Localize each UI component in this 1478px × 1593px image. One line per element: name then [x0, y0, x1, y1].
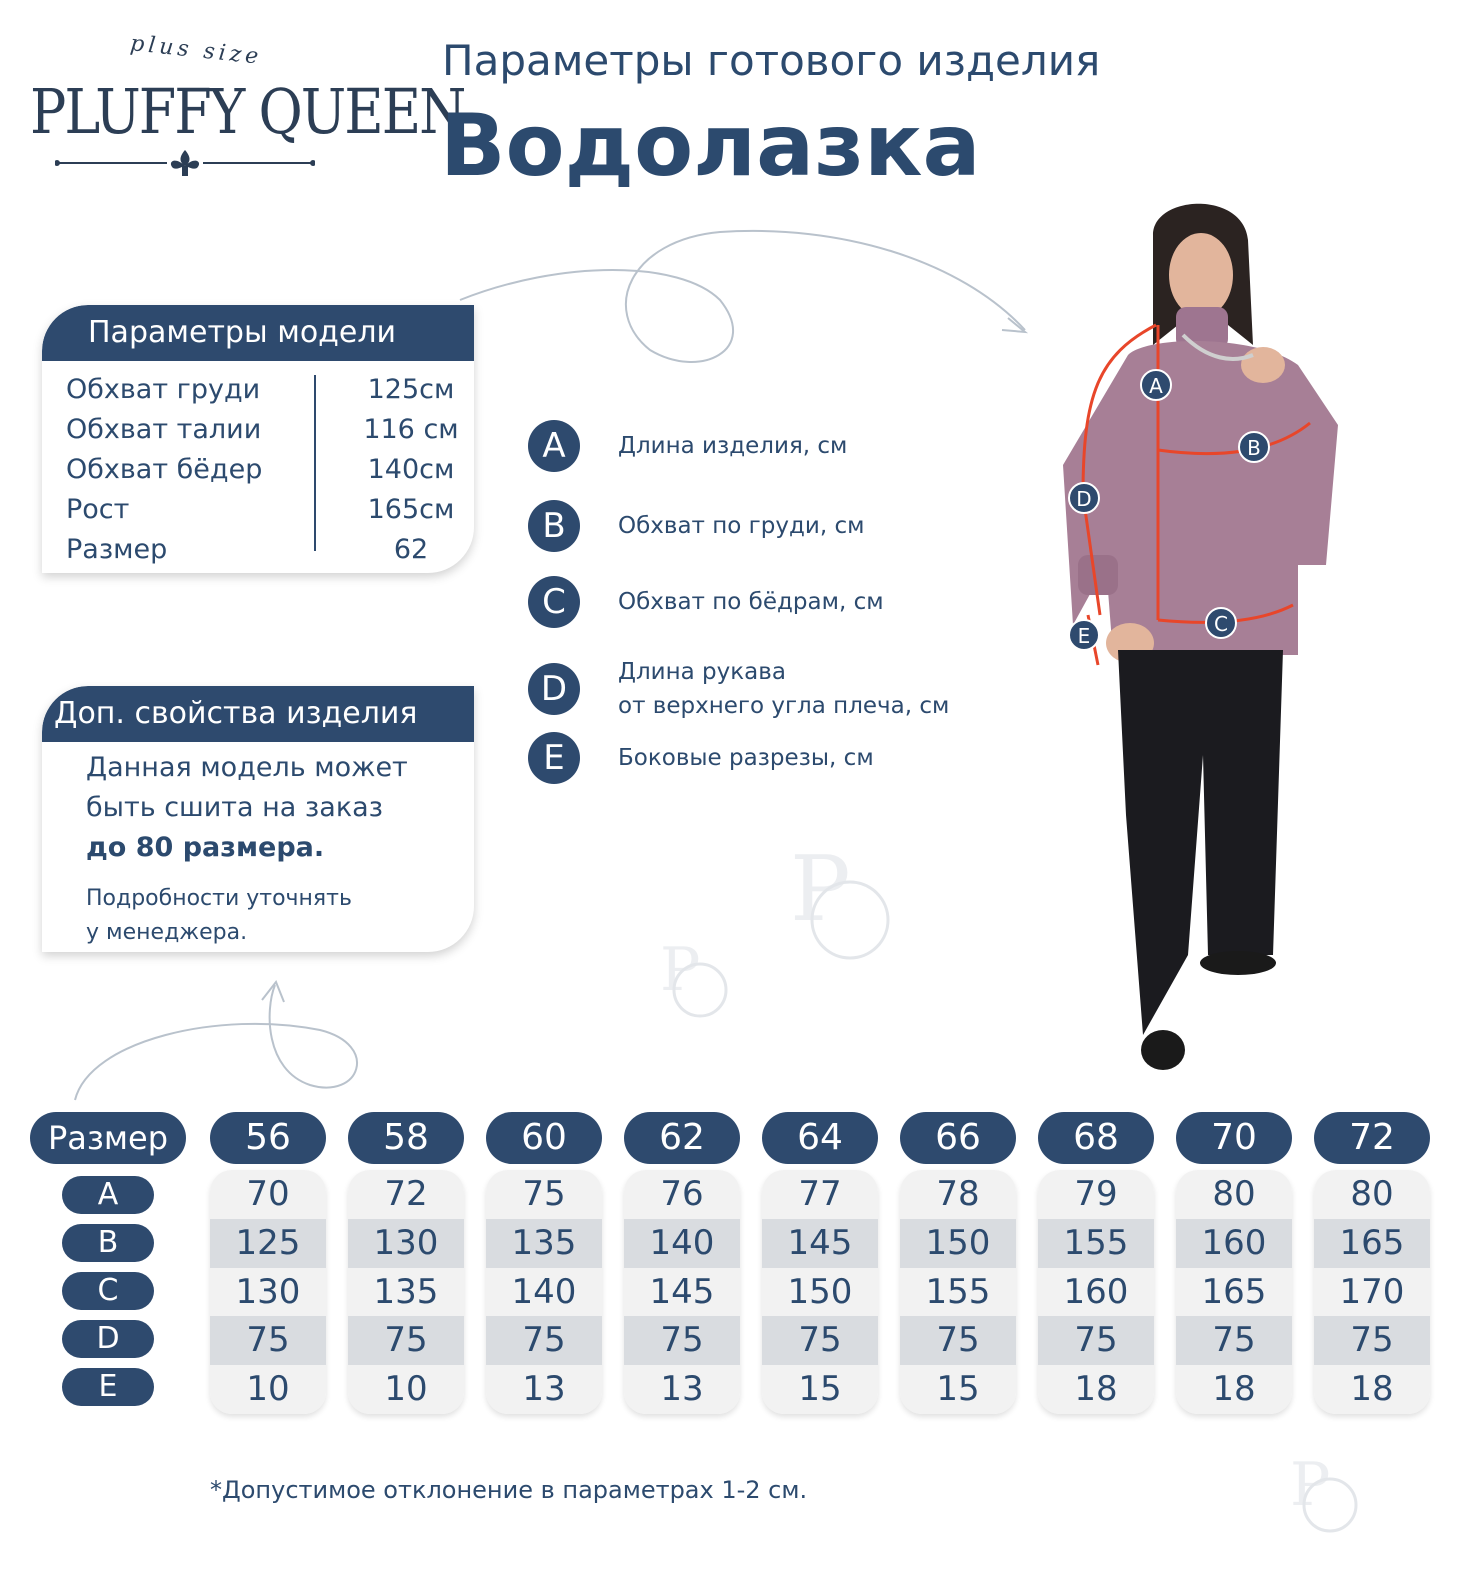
size-cell: 78 — [900, 1170, 1016, 1219]
brand-logo — [30, 30, 465, 190]
size-cell: 75 — [900, 1316, 1016, 1365]
legend-item — [528, 420, 847, 472]
size-cell: 15 — [900, 1365, 1016, 1414]
model-param-row — [66, 409, 474, 449]
legend-text: Боковые разрезы, см — [618, 745, 874, 771]
row-label: E — [62, 1368, 154, 1406]
size-cell: 135 — [486, 1219, 602, 1268]
size-cell: 18 — [1176, 1365, 1292, 1414]
model-param-row — [66, 369, 474, 409]
size-column — [1314, 1170, 1430, 1414]
legend-item — [528, 500, 864, 552]
size-cell: 155 — [900, 1268, 1016, 1317]
size-column — [210, 1170, 326, 1414]
marker-b-label: B — [1247, 436, 1261, 460]
size-cell: 145 — [762, 1219, 878, 1268]
page-subtitle: Параметры готового изделия — [442, 36, 1101, 85]
model-params-card — [42, 305, 474, 573]
param-label: Обхват груди — [66, 373, 261, 405]
size-cell: 150 — [762, 1268, 878, 1317]
size-cell: 76 — [624, 1170, 740, 1219]
size-cell: 80 — [1176, 1170, 1292, 1219]
svg-text:P: P — [790, 837, 851, 942]
size-column — [1038, 1170, 1154, 1414]
size-cell: 75 — [762, 1316, 878, 1365]
param-value: 140см — [367, 453, 455, 485]
row-label: B — [62, 1224, 154, 1262]
footnote: *Допустимое отклонение в параметрах 1-2 см. — [210, 1476, 808, 1504]
legend-badge: D — [528, 663, 580, 715]
extra-properties-card — [42, 686, 474, 952]
marker-d-label: D — [1076, 487, 1092, 511]
extra-note — [86, 882, 454, 950]
pants — [1118, 650, 1283, 1035]
size-cell: 165 — [1314, 1219, 1430, 1268]
model-param-row — [66, 449, 474, 489]
size-cell: 140 — [486, 1268, 602, 1317]
size-column-header: 68 — [1038, 1112, 1154, 1164]
extra-line-bold: до 80 размера. — [86, 832, 325, 863]
size-column — [624, 1170, 740, 1414]
extra-properties-title: Доп. свойства изделия — [42, 686, 474, 742]
size-cell: 18 — [1314, 1365, 1430, 1414]
extra-note-line: у менеджера. — [86, 920, 248, 945]
param-label: Обхват бёдер — [66, 453, 263, 485]
size-column — [900, 1170, 1016, 1414]
size-cell: 10 — [210, 1365, 326, 1414]
size-cell: 13 — [624, 1365, 740, 1414]
size-cell: 70 — [210, 1170, 326, 1219]
size-cell: 75 — [486, 1170, 602, 1219]
size-column-header: 72 — [1314, 1112, 1430, 1164]
legend-text-line: Длина рукава — [618, 659, 786, 685]
row-label: C — [62, 1272, 154, 1310]
size-cell: 80 — [1314, 1170, 1430, 1219]
extra-line: быть сшита на заказ — [86, 792, 384, 823]
size-cell: 18 — [1038, 1365, 1154, 1414]
param-value: 116 см — [363, 413, 459, 445]
legend-item — [528, 576, 884, 628]
svg-text:P: P — [660, 935, 701, 1005]
marker-c-label: C — [1214, 612, 1228, 636]
size-cell: 15 — [762, 1365, 878, 1414]
size-cell: 77 — [762, 1170, 878, 1219]
model-param-row — [66, 529, 474, 569]
param-label: Обхват талии — [66, 413, 262, 445]
size-cell: 145 — [624, 1268, 740, 1317]
legend-item — [528, 655, 949, 723]
param-value: 165см — [367, 493, 455, 525]
size-cell: 72 — [348, 1170, 464, 1219]
legend-text: Обхват по груди, см — [618, 513, 865, 539]
size-column-header: 70 — [1176, 1112, 1292, 1164]
param-value: 125см — [367, 373, 455, 405]
size-column-header: 64 — [762, 1112, 878, 1164]
size-cell: 155 — [1038, 1219, 1154, 1268]
size-cell: 150 — [900, 1219, 1016, 1268]
size-cell: 130 — [348, 1219, 464, 1268]
size-column — [348, 1170, 464, 1414]
sweater — [1063, 341, 1338, 655]
size-cell: 170 — [1314, 1268, 1430, 1317]
size-cell: 79 — [1038, 1170, 1154, 1219]
size-cell: 160 — [1176, 1219, 1292, 1268]
size-cell: 75 — [486, 1316, 602, 1365]
size-column-header: 62 — [624, 1112, 740, 1164]
param-label: Размер — [66, 533, 168, 565]
size-column-header: 56 — [210, 1112, 326, 1164]
legend-item — [528, 732, 874, 784]
legend-text: Длина изделия, см — [618, 433, 848, 459]
legend-badge: B — [528, 500, 580, 552]
size-cell: 75 — [1314, 1316, 1430, 1365]
size-column-header: 60 — [486, 1112, 602, 1164]
size-cell: 75 — [624, 1316, 740, 1365]
size-cell: 130 — [210, 1268, 326, 1317]
param-value: 62 — [393, 533, 429, 565]
legend-text: Обхват по бёдрам, см — [618, 589, 884, 615]
legend-badge: A — [528, 420, 580, 472]
divider — [314, 375, 316, 551]
brand-tagline: plus size — [129, 31, 264, 70]
size-table-corner: Размер — [30, 1112, 186, 1164]
row-label: D — [62, 1320, 154, 1358]
svg-text:P: P — [1290, 1450, 1331, 1520]
size-cell: 75 — [210, 1316, 326, 1365]
size-cell: 165 — [1176, 1268, 1292, 1317]
size-cell: 75 — [1038, 1316, 1154, 1365]
extra-note-line: Подробности уточнять — [86, 886, 352, 911]
row-label: A — [62, 1176, 154, 1214]
extra-line: Данная модель может — [86, 752, 408, 783]
face — [1169, 233, 1233, 317]
marker-e-label: E — [1077, 624, 1091, 648]
size-cell: 135 — [348, 1268, 464, 1317]
marker-a-label: A — [1149, 374, 1163, 398]
size-cell: 160 — [1038, 1268, 1154, 1317]
param-label: Рост — [66, 493, 130, 525]
size-column — [762, 1170, 878, 1414]
size-cell: 75 — [348, 1316, 464, 1365]
size-column — [486, 1170, 602, 1414]
size-column — [1176, 1170, 1292, 1414]
size-cell: 125 — [210, 1219, 326, 1268]
size-cell: 13 — [486, 1365, 602, 1414]
model-params-title: Параметры модели — [42, 305, 474, 361]
brand-name: PLUFFY QUEEN — [30, 75, 465, 148]
fleur-de-lis-icon — [55, 148, 315, 178]
size-cell: 10 — [348, 1365, 464, 1414]
model-photo — [1058, 195, 1358, 1085]
legend-text-line: от верхнего угла плеча, см — [618, 693, 950, 719]
legend-badge: C — [528, 576, 580, 628]
size-cell: 75 — [1176, 1316, 1292, 1365]
size-column-header: 58 — [348, 1112, 464, 1164]
model-param-row — [66, 489, 474, 529]
size-column-header: 66 — [900, 1112, 1016, 1164]
legend-text — [618, 655, 949, 723]
size-cell: 140 — [624, 1219, 740, 1268]
legend-badge: E — [528, 732, 580, 784]
page-title: Водолазка — [440, 96, 981, 196]
